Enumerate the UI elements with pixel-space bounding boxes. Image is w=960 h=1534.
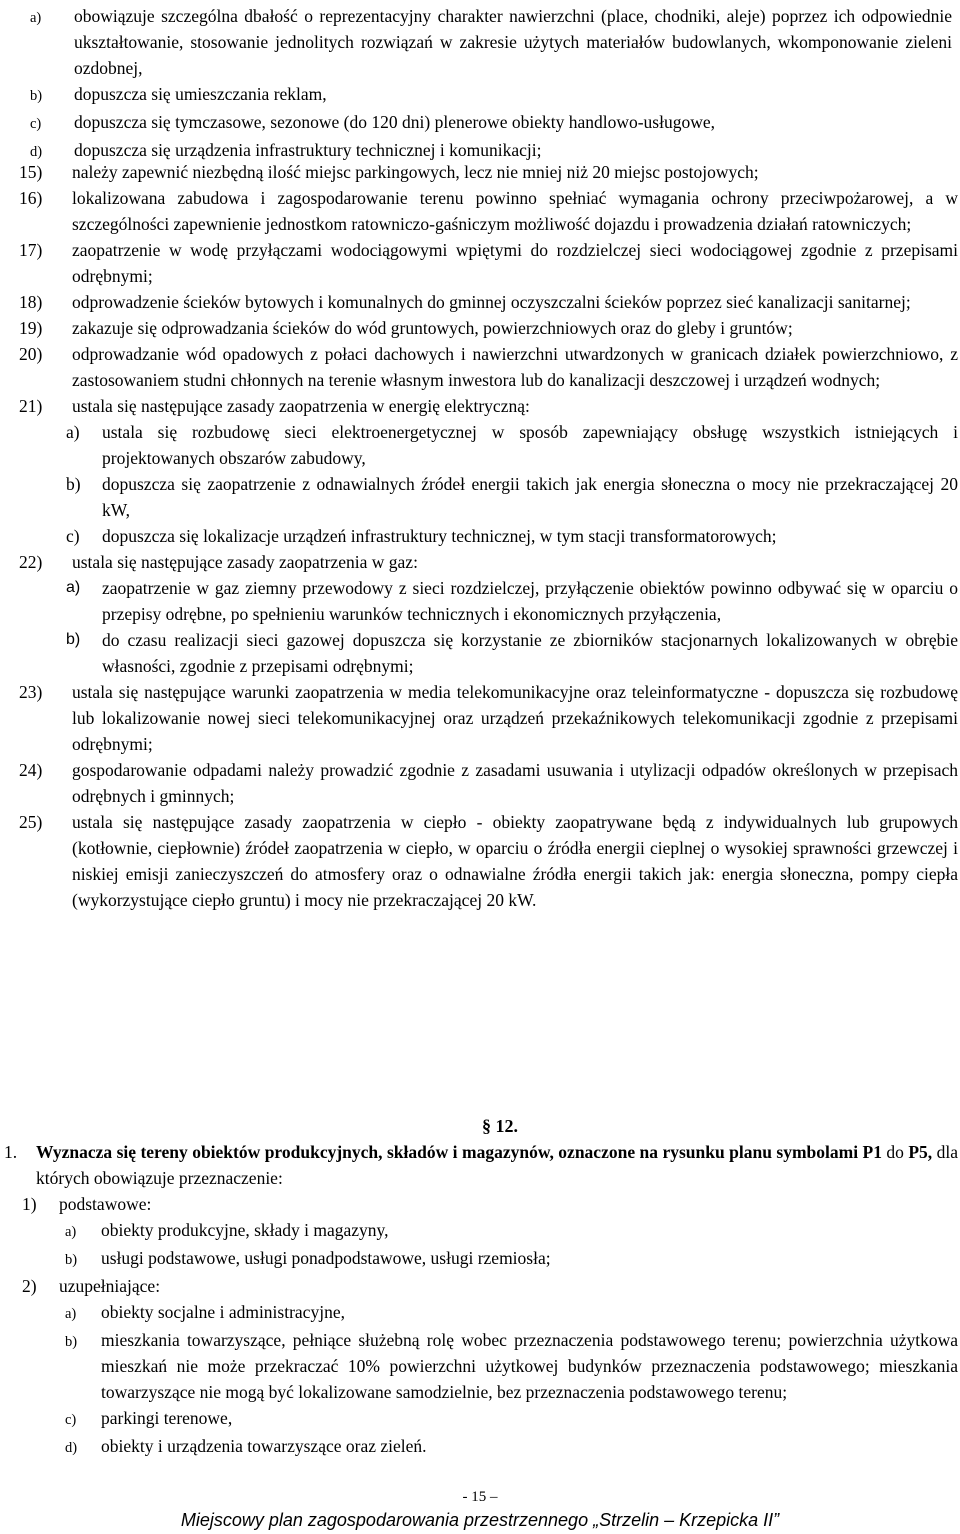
sub-item — [66, 575, 958, 627]
item-number: 18) — [19, 292, 43, 312]
section-title: § 12. — [482, 1116, 518, 1136]
footer-title: Miejscowy plan zagospodarowania przestrzennego „Strzelin – Krzepicka II” — [180, 1510, 780, 1530]
group-number: 1) — [22, 1194, 37, 1214]
item-number: 19) — [19, 318, 43, 338]
numbered-item — [19, 185, 958, 237]
bold-text: Wyznacza się tereny obiektów produkcyjnych, składów i magazynów, oznaczone na rysunku planu symbolami P1 — [36, 1142, 882, 1162]
list-item — [30, 109, 952, 137]
group-number: 2) — [22, 1276, 37, 1296]
item-text: ustala się następujące zasady zaopatrzenia w ciepło - obiekty zaopatrywane będą z indywidualnych lub grupowych (kotłownie, ciepłownie) źródeł zaopatrzenia w ciepło, w oparciu o źródła energii cieplnej o wysokiej sprawności grzewczej i niskiej emisji zanieczyszczeń do atmosfery oraz o odnawialne źródła energii takich jak: energia słoneczna, pompy ciepła (wykorzystujące ciepło gruntu) i mocy nie przekraczającej 20 kW. — [72, 812, 958, 910]
sub-text: obiekty produkcyjne, składy i magazyny, — [101, 1220, 389, 1240]
item-text: zakazuje się odprowadzania ścieków do wód gruntowych, powierzchniowych oraz do gleby i gruntów; — [72, 318, 793, 338]
sub-label: a) — [66, 579, 81, 596]
list-item — [30, 3, 952, 81]
item-text: dopuszcza się urządzenia infrastruktury technicznej i komunikacji; — [74, 140, 542, 160]
item-number: 25) — [19, 812, 43, 832]
item-label: d) — [30, 144, 43, 160]
numbered-list — [19, 159, 958, 913]
item-number: 17) — [19, 240, 43, 260]
item-number: 20) — [19, 344, 43, 364]
numbered-item — [19, 159, 958, 185]
paragraph-number: 1. — [4, 1142, 18, 1162]
item-number: 22) — [19, 552, 43, 572]
bold-text: P5, — [908, 1142, 933, 1162]
sub-text: parkingi terenowe, — [101, 1408, 233, 1428]
item-text: gospodarowanie odpadami należy prowadzić zgodnie z zasadami usuwania i utylizacji odpadów określonych w przepisach odrębnych i gminnych; — [72, 760, 958, 806]
plain-text: dla których obowiązuje przeznaczenie: — [36, 1142, 958, 1188]
sub-text: dopuszcza się lokalizacje urządzeń infrastruktury technicznej, w tym stacji transformatorowych; — [102, 526, 777, 546]
sub-label: b) — [66, 631, 81, 648]
item-number: 23) — [19, 682, 43, 702]
section-paragraph — [4, 1139, 958, 1191]
sub-item — [65, 1405, 958, 1433]
sub-item — [65, 1245, 958, 1273]
item-text: ustala się następujące zasady zaopatrzenia w gaz: — [72, 552, 418, 572]
item-text: obowiązuje szczególna dbałość o reprezentacyjny charakter nawierzchni (place, chodniki, aleje) poprzez ich odpowiednie ukształtowanie, stosowanie jednolitych rozwiązań w zakresie użytych materiałów budowlanych, wkomponowanie zieleni ozdobnej, — [74, 6, 952, 78]
sub-text: do czasu realizacji sieci gazowej dopuszcza się korzystanie ze zbiorników stacjonarnych lokalizowanych w obrębie własności, zgodnie z przepisami odrębnymi; — [102, 630, 958, 676]
item-number: 16) — [19, 188, 43, 208]
sub-label: a) — [65, 1306, 77, 1322]
sub-label: b) — [65, 1334, 78, 1350]
sub-text: mieszkania towarzyszące, pełniące służebną rolę wobec przeznaczenia podstawowego terenu; powierzchnia użytkowa mieszkań nie może przekraczać 10% powierzchni użytkowej budynków przeznaczenia podstawowego; mieszkania towarzyszące nie mogą być lokalizowane samodzielnie, bez przeznaczenia podstawowego terenu; — [101, 1330, 958, 1402]
group-heading — [22, 1191, 958, 1217]
list-item — [30, 81, 952, 109]
sub-list — [22, 1217, 958, 1273]
group-label: uzupełniające: — [59, 1276, 161, 1296]
item-text: odprowadzenie ścieków bytowych i komunalnych do gminnej oczyszczalni ścieków poprzez sieć kanalizacji sanitarnej; — [72, 292, 911, 312]
sub-label: b) — [65, 1252, 78, 1268]
sub-list — [22, 1299, 958, 1461]
group-heading — [22, 1273, 958, 1299]
sub-list — [19, 419, 958, 549]
numbered-item — [19, 315, 958, 341]
sub-label: c) — [66, 526, 80, 546]
item-number: 15) — [19, 162, 43, 182]
sub-text: zaopatrzenie w gaz ziemny przewodowy z sieci rozdzielczej, przyłączenie obiektów powinno odbywać się w oparciu o przepisy odrębne, po spełnieniu warunków technicznych i ekonomicznych przyłączenia, — [102, 578, 958, 624]
continuation-list — [30, 3, 952, 165]
item-text: odprowadzanie wód opadowych z połaci dachowych i nawierzchni utwardzonych w granicach działek powierzchniowo, z zastosowaniem studni chłonnych na terenie własnym inwestora lub do kanalizacji deszczowej i urządzeń wodnych; — [72, 344, 958, 390]
sub-item — [66, 627, 958, 679]
sub-label: a) — [65, 1224, 77, 1240]
item-text: ustala się następujące zasady zaopatrzenia w energię elektryczną: — [72, 396, 530, 416]
plain-text: do — [881, 1142, 909, 1162]
sub-item — [65, 1299, 958, 1327]
numbered-item — [19, 341, 958, 393]
numbered-item — [19, 679, 958, 757]
numbered-item — [19, 757, 958, 809]
item-label: b) — [30, 88, 43, 104]
sub-item — [65, 1433, 958, 1461]
sub-text: obiekty socjalne i administracyjne, — [101, 1302, 345, 1322]
sub-text: ustala się rozbudowę sieci elektroenergetycznej w sposób zapewniający obsługę wszystkich istniejących i projektowanych obszarów zabudowy, — [102, 422, 958, 468]
sub-label: c) — [65, 1412, 77, 1428]
sub-text: usługi podstawowe, usługi ponadpodstawowe, usługi rzemiosła; — [101, 1248, 551, 1268]
section-body — [4, 1139, 958, 1461]
sub-text: obiekty i urządzenia towarzyszące oraz zieleń. — [101, 1436, 427, 1456]
sub-label: d) — [65, 1440, 78, 1456]
paragraph-text — [36, 1139, 958, 1191]
page-number: - 15 – — [462, 1489, 498, 1505]
sub-item — [65, 1327, 958, 1405]
group-label: podstawowe: — [59, 1194, 152, 1214]
sub-label: a) — [66, 422, 80, 442]
item-text: dopuszcza się umieszczania reklam, — [74, 84, 327, 104]
numbered-item — [19, 809, 958, 913]
sub-item — [65, 1217, 958, 1245]
item-number: 21) — [19, 396, 43, 416]
item-label: a) — [30, 10, 42, 26]
purpose-group — [4, 1273, 958, 1461]
item-text: lokalizowana zabudowa i zagospodarowanie terenu powinno spełniać wymagania ochrony przeciwpożarowej, a w szczególności zapewnienie jednostkom ratowniczo-gaśniczym możliwość dojazdu i prowadzenia działań ratowniczych; — [72, 188, 958, 234]
item-number: 24) — [19, 760, 43, 780]
sub-list — [19, 575, 958, 679]
item-text: należy zapewnić niezbędną ilość miejsc parkingowych, lecz nie mniej niż 20 miejsc postojowych; — [72, 162, 759, 182]
numbered-item — [19, 289, 958, 315]
sub-item — [66, 523, 958, 549]
sub-text: dopuszcza się zaopatrzenie z odnawialnych źródeł energii takich jak energia słoneczna o mocy nie przekraczającej 20 kW, — [102, 474, 958, 520]
sub-item — [66, 471, 958, 523]
sub-label: b) — [66, 474, 81, 494]
numbered-item — [19, 393, 958, 419]
numbered-item — [19, 237, 958, 289]
sub-item — [66, 419, 958, 471]
item-label: c) — [30, 116, 42, 132]
numbered-item — [19, 549, 958, 575]
item-text: ustala się następujące warunki zaopatrzenia w media telekomunikacyjne oraz teleinformatyczne - dopuszcza się rozbudowę lub lokalizowanie nowej sieci telekomunikacyjnej oraz urządzeń przekaźnikowych telekomunikacji zgodnie z przepisami odrębnymi; — [72, 682, 958, 754]
item-text: zaopatrzenie w wodę przyłączami wodociągowymi wpiętymi do rozdzielczej sieci wodociągowej zgodnie z przepisami odrębnymi; — [72, 240, 958, 286]
item-text: dopuszcza się tymczasowe, sezonowe (do 120 dni) plenerowe obiekty handlowo-usługowe, — [74, 112, 715, 132]
purpose-group — [4, 1191, 958, 1273]
